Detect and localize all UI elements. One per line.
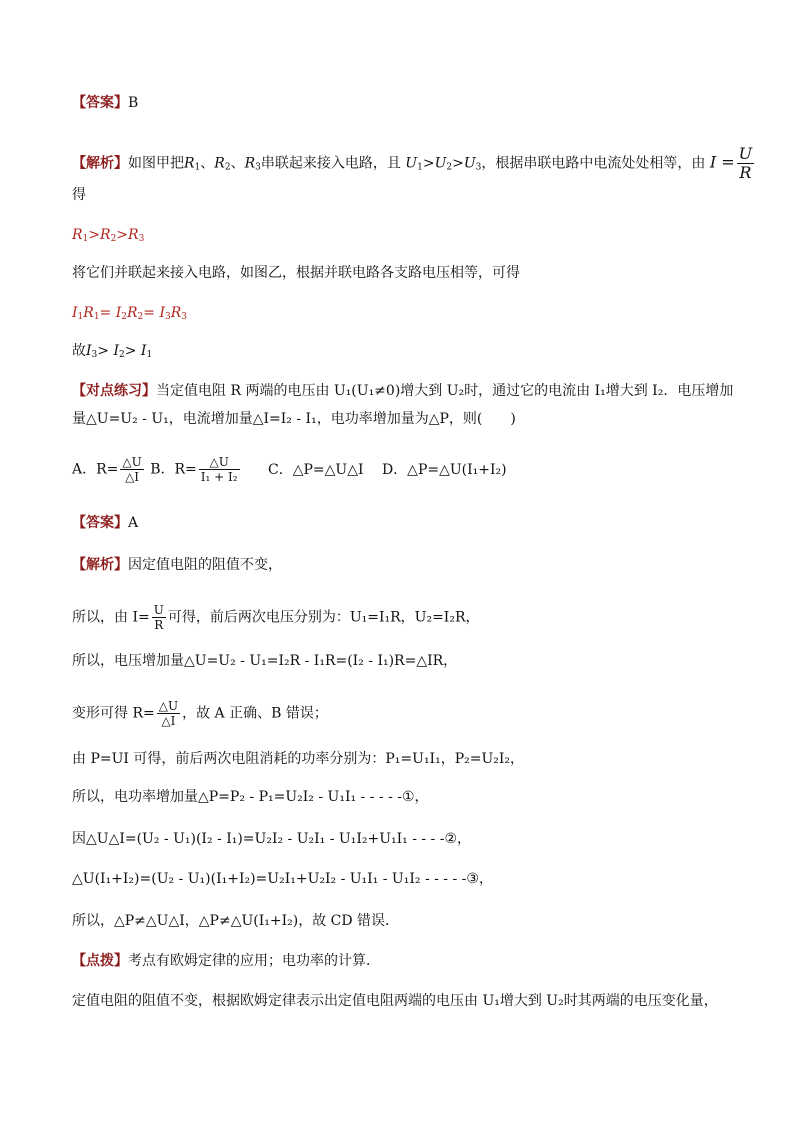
- gt-sign: >: [88, 227, 101, 243]
- var-i2: I: [115, 305, 122, 321]
- analysis2-line-1: [72, 556, 282, 574]
- answer-tag: 【答案】: [72, 515, 128, 531]
- practice-line-1: [72, 382, 733, 400]
- var-u1: U: [405, 155, 418, 172]
- answer-value: A: [128, 515, 139, 531]
- option-b-denominator: I₁ + I₂: [200, 470, 238, 484]
- var-r2: R: [127, 305, 138, 321]
- option-a-fraction: [120, 456, 143, 483]
- ohm-denominator: R: [154, 618, 164, 632]
- var-i1: I: [140, 343, 147, 359]
- analysis-tail: 得: [72, 187, 86, 203]
- var-r3: R: [244, 155, 256, 172]
- formula-numerator: U: [738, 144, 753, 163]
- tip-line-2: 定值电阻的阻值不变，根据欧姆定律表示出定值电阻两端的电压由 U₁增大到 U₂时其两端的电压变化量，: [72, 993, 718, 1009]
- gt-sign: >: [97, 343, 109, 359]
- ohm-numerator: U: [153, 603, 164, 617]
- delta-numerator: △U: [158, 699, 179, 713]
- answer-value: B: [128, 95, 139, 111]
- option-b-numerator: △U: [199, 456, 240, 470]
- analysis-text: ，根据串联电路中电流处处相等，由: [481, 155, 706, 172]
- var-r2: R: [214, 155, 225, 172]
- formula-lhs: I =: [709, 152, 735, 172]
- analysis-tag: 【解析】: [72, 557, 128, 573]
- analysis-text: 串联起来接入电路，且: [260, 155, 401, 172]
- var-u2: U: [434, 155, 447, 172]
- analysis2-line-4: [72, 700, 328, 727]
- ohm-fraction: [152, 604, 166, 631]
- equals-sign: =: [143, 305, 156, 321]
- tip-text: 考点有欧姆定律的应用；电功率的计算．: [128, 953, 380, 969]
- var-r1: R: [83, 305, 94, 321]
- option-a-label: A．R=: [72, 461, 119, 478]
- analysis-line-1: 【解析】如图甲把$R_1$、$R_2$、$R_3$串联起来接入电路，且 $U_1>U_2>U_3$，根据串联电路中电流处处相等，由 I = $\frac{U}{R}$: [72, 144, 753, 182]
- equation-2: $I_1R_1= I_2R_2= I_3R_3$: [72, 305, 188, 322]
- analysis2-line-2: [72, 604, 480, 631]
- gt-sign: >: [124, 343, 137, 359]
- practice-line-2: 量△U=U₂ - U₁，电流增加量△I=I₂ - I₁，电功率增加量为△P，则( ): [72, 411, 516, 427]
- equation-3: 故$I_3> I_2> I_1$: [72, 343, 153, 360]
- analysis2-line-6: 所以，电功率增加量△P=P₂ - P₁=U₂I₂ - U₁I₁ - - - - -①，: [72, 789, 429, 805]
- formula-denominator: R: [739, 163, 752, 182]
- var-r3: R: [170, 305, 182, 321]
- analysis2-line-7: 因△U△I=(U₂ - U₁)(I₂ - I₁)=U₂I₂ - U₂I₁ - U₁I₂+U₁I₁ - - - -②，: [72, 831, 472, 847]
- answer-tag: 【答案】: [72, 95, 128, 111]
- option-d: D．△P=△U(I₁+I₂): [381, 461, 507, 478]
- analysis2-text: 变形可得 R=: [72, 705, 155, 722]
- analysis2-text: 所以，由 I=: [72, 609, 150, 626]
- analysis2-line-5: 由 P=UI 可得，前后两次电阻消耗的功率分别为：P₁=U₁I₁，P₂=U₂I₂，: [72, 751, 525, 767]
- delta-denominator: △I: [161, 714, 176, 728]
- options-line: [72, 456, 507, 483]
- var-i3: I: [86, 343, 92, 359]
- gt-sign: >: [452, 155, 464, 172]
- var-r2: R: [100, 227, 111, 243]
- option-b-label: B．R=: [150, 461, 197, 478]
- analysis2-text: 可得，前后两次电压分别为：U₁=I₁R，U₂=I₂R，: [167, 609, 480, 626]
- separator: 、: [200, 155, 215, 172]
- analysis2-text: ，故 A 正确、B 错误；: [182, 705, 328, 722]
- analysis2-line-3: 所以，电压增加量△U=U₂ - U₁=I₂R - I₁R=(I₂ - I₁)R=△IR，: [72, 653, 458, 669]
- analysis-text: 如图甲把: [128, 155, 184, 172]
- answer-line-2: [72, 514, 138, 532]
- answer-line-1: [72, 94, 138, 112]
- analysis-line-1-tail: [72, 186, 86, 204]
- analysis2-line-8: △U(I₁+I₂)=(U₂ - U₁)(I₁+I₂)=U₂I₁+U₂I₂ - U₁I₁ - U₁I₂ - - - - -③，: [72, 871, 493, 887]
- var-u3: U: [463, 155, 476, 172]
- var-r1: R: [184, 155, 195, 172]
- analysis-tag: 【解析】: [72, 155, 128, 172]
- delta-fraction: [157, 700, 180, 727]
- practice-text: 当定值电阻 R 两端的电压由 U₁(U₁≠0)增大到 U₂时，通过它的电流由 I₁增大到 I₂．电压增加: [156, 383, 734, 399]
- var-i2: I: [113, 343, 119, 359]
- analysis2-text: 因定值电阻的阻值不变，: [128, 557, 282, 573]
- practice-tag: 【对点练习】: [72, 383, 156, 399]
- option-c: C．△P=△U△I: [268, 461, 364, 478]
- tip-line-1: [72, 952, 380, 970]
- equals-sign: =: [99, 305, 112, 321]
- separator: 、: [230, 155, 245, 172]
- option-b-fraction: [199, 456, 240, 483]
- option-a-denominator: △I: [125, 470, 140, 484]
- analysis2-line-9: 所以，△P≠△U△I，△P≠△U(I₁+I₂)，故 CD 错误．: [72, 913, 400, 929]
- formula-fraction: [737, 146, 754, 181]
- sentence-2: 将它们并联起来接入电路，如图乙，根据并联电路各支路电压相等，可得: [72, 265, 520, 281]
- var-i1: I: [72, 305, 78, 321]
- gt-sign: >: [422, 155, 435, 172]
- var-i3: I: [159, 305, 165, 321]
- var-r1: R: [72, 227, 83, 243]
- option-a-numerator: △U: [122, 455, 142, 469]
- var-r3: R: [128, 227, 139, 243]
- tip-tag: 【点拨】: [72, 953, 128, 969]
- result-line-1: $R_1>R_2>R_3$: [72, 227, 145, 244]
- eq3-prefix: 故: [72, 343, 86, 359]
- gt-sign: >: [116, 227, 129, 243]
